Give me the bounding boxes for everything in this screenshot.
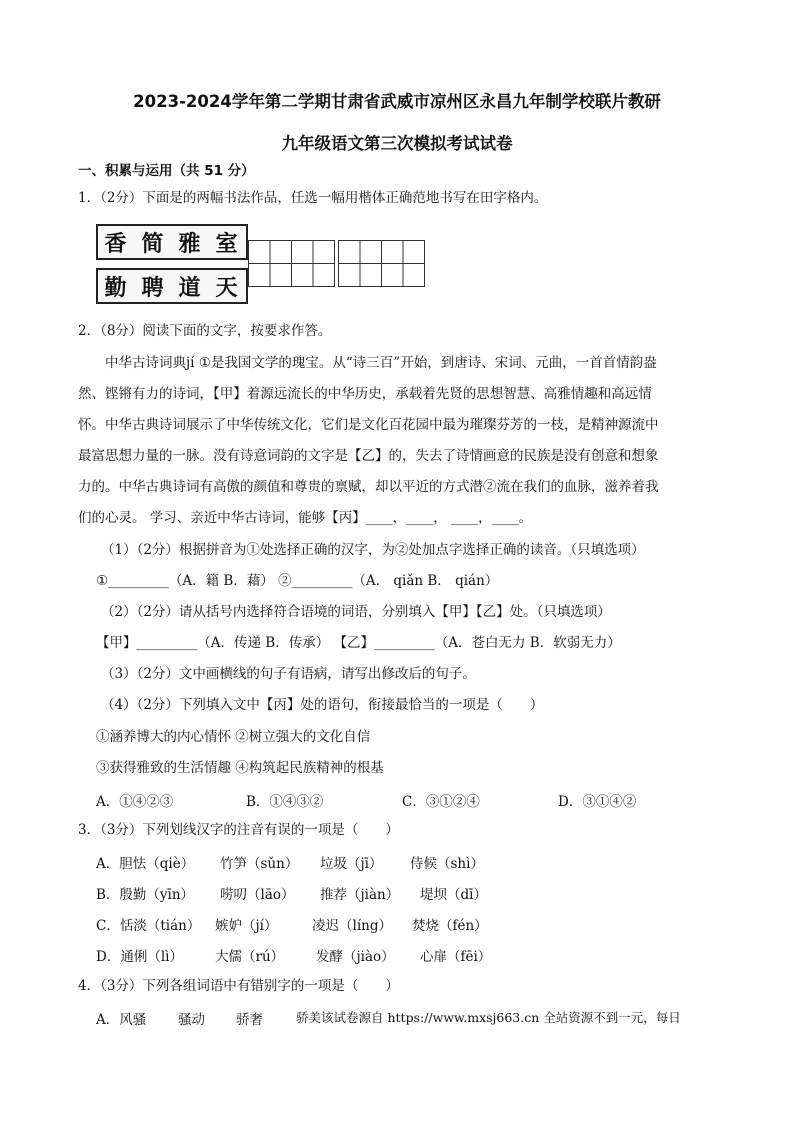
callig1-char: 雅 — [178, 230, 203, 257]
q2-sub4-choices-line: ①涵养博大的内心情怀 ②树立强大的文化自信 — [96, 729, 371, 745]
q3-item: A．胆怯（qiè） — [96, 856, 195, 872]
q3-item: C．恬淡（tián） — [96, 918, 201, 934]
answer-option[interactable]: B．①④③② — [246, 794, 324, 810]
q3-item: 嫉妒（jí） — [215, 918, 278, 934]
q3-item: 大儒（rú） — [215, 949, 285, 965]
q2-passage-line: 们的心灵。 学习、亲近中华古诗词，能够【丙】____，____， ____，____。 — [78, 510, 533, 526]
callig1-char: 香 — [104, 230, 129, 257]
q2-passage-line: 然、铿锵有力的诗词，【甲】着源远流长的中华历史，承载着先贤的思想智慧、高雅情趣和高远情 — [78, 386, 652, 402]
answer-option[interactable]: C．③①②④ — [402, 794, 480, 810]
q2-sub4: （4）（2分）下列填入文中【丙】处的语句，衔接最恰当的一项是（ ） — [101, 697, 544, 713]
section1-heading: 一、积累与运用（共 51 分） — [78, 163, 255, 179]
callig2-char: 天 — [215, 274, 240, 301]
q3-item: 垃圾（jī） — [320, 856, 383, 872]
q2-sub3: （3）（2分）文中画横线的句子有语病，请写出修改后的句子。 — [101, 666, 476, 682]
tianzige-grid[interactable] — [248, 240, 426, 288]
q4-stem: 4．（3分）下列各组词语中有错别字的一项是（ ） — [78, 978, 399, 994]
exam-title-line1: 2023-2024学年第二学期甘肃省武威市凉州区永昌九年制学校联片教研 — [133, 92, 661, 111]
q3-stem: 3．（3分）下列划线汉字的注音有误的一项是（ ） — [78, 822, 399, 838]
q3-item: 发酵（jiào） — [316, 949, 395, 965]
q4-item: A．风骚 — [96, 1012, 147, 1028]
q3-item: B．殷勤（yīn） — [96, 887, 195, 903]
callig2-char: 勤 — [104, 274, 129, 301]
q1-stem: 1．（2分）下面是的两幅书法作品，任选一幅用楷体正确范地书写在田字格内。 — [78, 190, 548, 206]
q2-passage-line: 怀。中华古典诗词展示了中华传统文化，它们是文化百花园中最为璀璨芬芳的一枝，是精神源流中 — [78, 417, 659, 433]
q3-item: 侍候（shì） — [410, 856, 484, 872]
q4-item: 骚动 — [178, 1012, 205, 1028]
q2-passage-line: 最富思想力量的一脉。没有诗意词韵的文字是【乙】的，失去了诗情画意的民族是没有创意和想象 — [78, 448, 659, 464]
callig2-char: 聘 — [141, 274, 166, 301]
q2-sub1-answer[interactable]: ①_________（A．籍 B．藉） ②_________（A． qiǎn B． qián） — [96, 573, 499, 589]
q2-sub2-answer[interactable]: 【甲】_________（A．传递 B．传承） 【乙】_________（A．苍白无力 B．软弱无力） — [96, 635, 621, 651]
exam-title-line2: 九年级语文第三次模拟考试试卷 — [281, 134, 513, 153]
calligraphy-sample-1 — [96, 224, 248, 260]
q2-passage-line: 力的。中华古典诗词有高傲的颜值和尊贵的禀赋，却以平近的方式潜②流在我们的血脉，滋养着我 — [78, 479, 659, 495]
q2-passage-line: 中华古诗词典jí ①是我国文学的瑰宝。从“诗三百”开始，到唐诗、宋词、元曲，一首首情韵盎 — [105, 355, 657, 371]
q3-item: 唠叨（lāo） — [220, 887, 295, 903]
callig2-char: 道 — [178, 274, 203, 301]
q3-item: 凌迟（líng） — [312, 918, 392, 934]
q4-item-watermark: 骄美该试卷源自 https://www.mxsj663.cn 全站资源不到一元，每日 — [296, 1010, 681, 1025]
q3-item: 堤坝（dī） — [420, 887, 487, 903]
callig1-char: 室 — [215, 230, 240, 257]
answer-option[interactable]: D．③①④② — [558, 794, 637, 810]
q2-stem: 2．（8分）阅读下面的文字，按要求作答。 — [78, 323, 332, 339]
q2-sub2: （2）（2分）请从括号内选择符合语境的词语，分别填入【甲】【乙】处。（只填选项） — [101, 604, 611, 620]
q4-item: 骄奢 — [236, 1012, 263, 1028]
callig1-char: 简 — [141, 230, 166, 257]
q3-item: 焚烧（fén） — [412, 918, 488, 934]
q3-item: 竹笋（sǔn） — [220, 856, 299, 872]
q3-item: 心扉（fēi） — [420, 949, 492, 965]
q2-sub4-choices-line: ③获得雅致的生活情趣 ④构筑起民族精神的根基 — [96, 760, 384, 776]
q3-item: D．通俐（lì） — [96, 949, 183, 965]
calligraphy-sample-2 — [96, 268, 248, 304]
answer-option[interactable]: A．①④②③ — [96, 794, 174, 810]
q3-item: 推荐（jiàn） — [320, 887, 400, 903]
q2-sub1: （1）（2分）根据拼音为①处选择正确的汉字，为②处加点字选择正确的读音。（只填选项） — [101, 542, 645, 558]
